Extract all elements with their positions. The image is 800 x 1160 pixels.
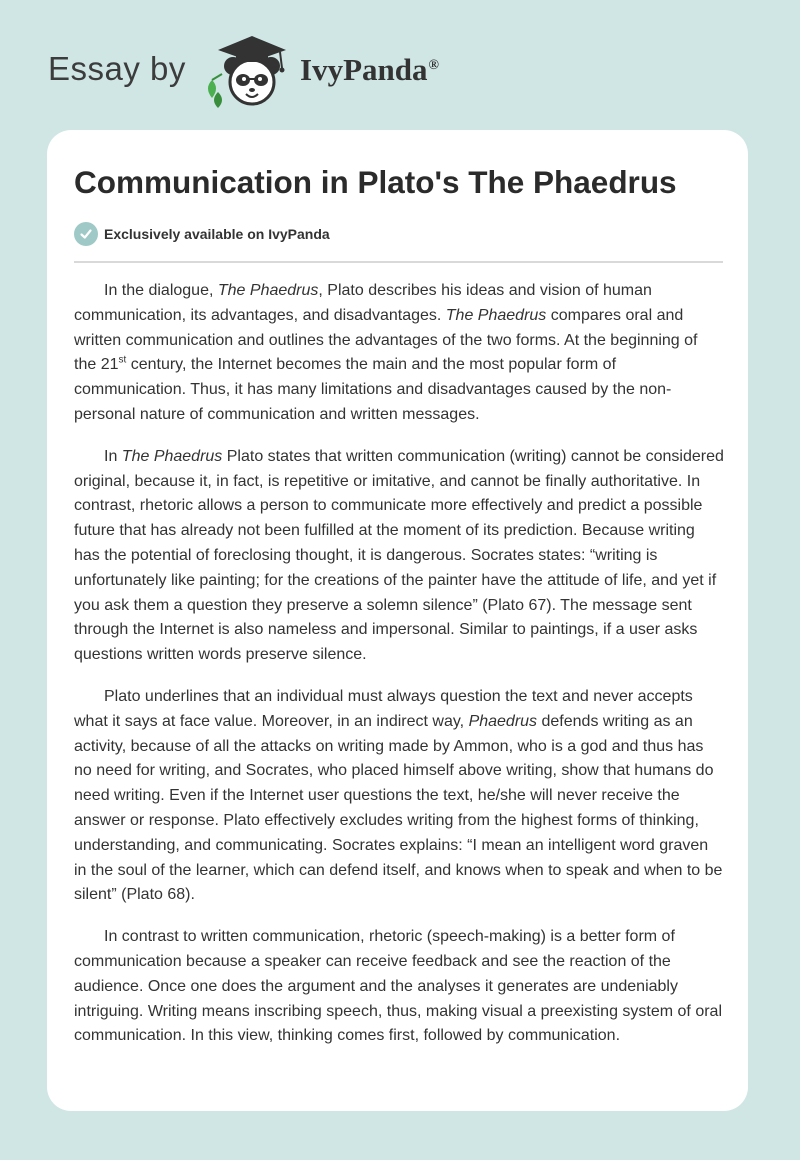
checkmark-icon <box>74 222 98 246</box>
italic-title-text: Phaedrus <box>468 712 538 730</box>
divider <box>74 261 723 263</box>
article-paragraph <box>74 685 724 908</box>
italic-title-text: The Phaedrus <box>445 306 547 324</box>
paragraph-text: In the dialogue, <box>104 282 218 299</box>
site-header <box>48 30 648 110</box>
article-paragraph <box>74 279 724 428</box>
exclusive-badge <box>74 222 330 246</box>
article-paragraph <box>74 925 724 1049</box>
article-paragraph <box>74 445 724 668</box>
paragraph-text: , Plato describes his ideas and vision of human communication, its advantages, and disadvantages. <box>74 282 652 324</box>
paragraph-text: century, the Internet becomes the main and the most popular form of communication. Thus, it has many limitations and disadvantages caused by the non-personal nature of communication and written messages. <box>74 356 672 423</box>
article-body <box>74 279 724 1066</box>
paragraph-text: defends writing as an activity, because of all the attacks on writing made by Ammon, who is a god and thus has no need for writing, and Socrates, who placed himself above writing, show that humans do need writing. Even if the Internet user questions the text, he/she will never receive the answer or response. Plato effectively excludes writing from the highest forms of thinking, understanding, and communicating. Socrates explains: “I mean an intelligent word graven in the soul of the learner, which can defend itself, and knows when to speak and when to be silent” (Plato 68). <box>74 712 723 904</box>
paragraph-text: Plato underlines that an individual must always question the text and never accepts what it says at face value. Moreover, in an indirect way, <box>74 687 693 730</box>
paragraph-text: In <box>104 447 122 465</box>
paragraph-text: compares oral and written communication and outlines the advantages of the two forms. At the beginning of the 21 <box>74 306 698 374</box>
italic-title-text: The Phaedrus <box>121 447 223 465</box>
essay-card <box>47 130 748 1111</box>
page-title: Communication in Plato's The Phaedrus <box>74 164 677 200</box>
paragraph-text: In contrast to written communication, rhetoric (speech-making) is a better form of communication because a speaker can receive feedback and see the reaction of the audience. Once one does the argument and the analyses it generates are undeniably intriguing. Writing means inscribing speech, thus, making visual a preexisting system of oral communication. In this view, thinking comes first, followed by communication. <box>74 928 722 1045</box>
italic-title-text: The Phaedrus <box>217 282 319 299</box>
superscript-text: st <box>118 355 127 367</box>
brand-name[interactable]: IvyPanda® <box>300 52 439 87</box>
brand-prefix: Essay by <box>48 50 186 87</box>
exclusive-label: Exclusively available on IvyPanda <box>104 226 330 242</box>
panda-graduate-logo-icon[interactable] <box>200 30 296 108</box>
paragraph-text: Plato states that written communication (writing) cannot be considered original, because it, in fact, is repetitive or imitative, and cannot be finally authoritative. In contrast, rhetoric allows a person to communicate more effectively and predict a possible future that has already not been fulfilled at the moment of its prediction. Because writing has the potential of foreclosing thought, it is dangerous. Socrates states: “writing is unfortunately like painting; for the creations of the painter have the attitude of life, and yet if you ask them a question they preserve a solemn silence” (Plato 67). The message sent through the Internet is also nameless and impersonal. Similar to paintings, if a user asks questions written words preserve silence. <box>74 447 724 664</box>
